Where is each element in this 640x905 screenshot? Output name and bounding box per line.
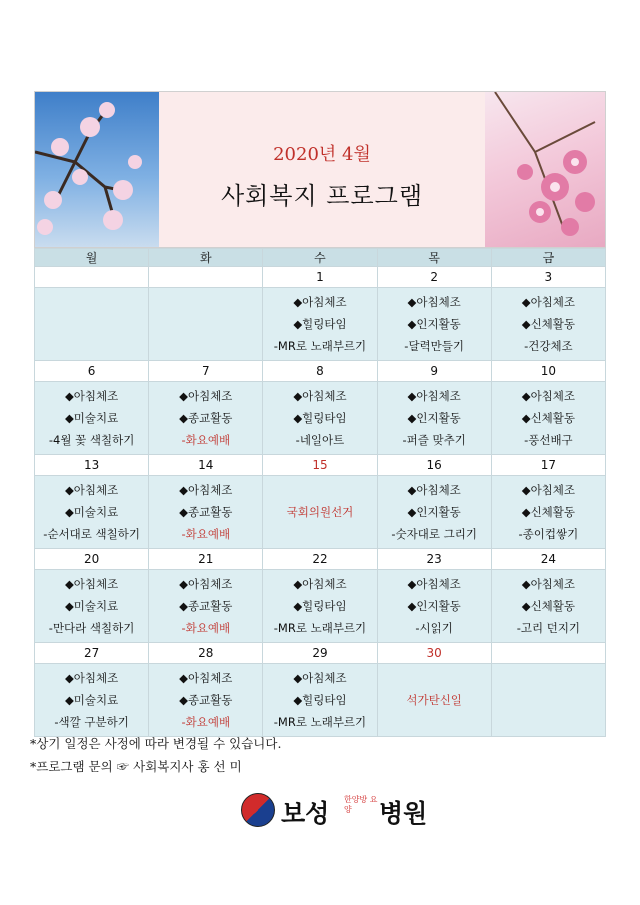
- activity-item: ◆아침체조: [521, 483, 576, 497]
- activity-item: ◆신체활동: [521, 505, 576, 519]
- activity-detail: -고리 던지기: [516, 621, 581, 635]
- activity-item: ◆미술치료: [64, 599, 119, 613]
- date-number: 23: [377, 549, 491, 570]
- month-subtitle: 2020년 4월: [273, 144, 371, 165]
- weekday-fri: 금: [491, 249, 605, 267]
- date-row: [35, 643, 606, 664]
- header-title-panel: [159, 92, 485, 247]
- activity-item: ◆인지활동: [407, 599, 461, 613]
- activity-item: ◆미술치료: [64, 693, 119, 707]
- activity-cell: [263, 570, 377, 643]
- monthly-calendar: [34, 248, 606, 737]
- activity-item: ◆아침체조: [293, 577, 347, 591]
- logo-name-second: 병원: [379, 799, 428, 828]
- activity-cell: [35, 664, 149, 737]
- calendar-body: [35, 249, 606, 737]
- date-number: 7: [149, 361, 263, 382]
- activity-row: [35, 476, 606, 549]
- activity-cell: [491, 664, 605, 737]
- activity-item: ◆미술치료: [64, 411, 119, 425]
- activity-item: ◆신체활동: [521, 599, 576, 613]
- date-number: 3: [491, 267, 605, 288]
- activity-detail: -화요예배: [181, 433, 231, 447]
- date-number: 8: [263, 361, 377, 382]
- activity-row: [35, 664, 606, 737]
- date-number: 21: [149, 549, 263, 570]
- hospital-logo: [241, 790, 431, 830]
- activity-item: ◆아침체조: [179, 389, 233, 403]
- activity-detail: -MR로 노래부르기: [273, 339, 367, 353]
- activity-item: ◆아침체조: [521, 389, 576, 403]
- holiday-label: 석가탄신일: [406, 693, 462, 707]
- activity-item: ◆아침체조: [293, 389, 347, 403]
- date-number: [491, 643, 605, 664]
- holiday-label: 국회의원선거: [286, 505, 354, 519]
- activity-detail: -화요예배: [181, 621, 231, 635]
- weekday-mon: 월: [35, 249, 149, 267]
- activity-item: ◆힐링타임: [293, 599, 347, 613]
- activity-item: ◆아침체조: [407, 577, 461, 591]
- activity-cell: [35, 288, 149, 361]
- date-number: 15: [263, 455, 377, 476]
- activity-detail: -MR로 노래부르기: [273, 715, 367, 729]
- activity-detail: -화요예배: [181, 715, 231, 729]
- activity-cell: [377, 664, 491, 737]
- date-number: 30: [377, 643, 491, 664]
- activity-cell: [263, 476, 377, 549]
- activity-item: ◆아침체조: [179, 577, 233, 591]
- program-title: 사회복지 프로그램: [220, 182, 424, 210]
- activity-item: ◆아침체조: [64, 671, 119, 685]
- activity-item: ◆아침체조: [407, 295, 461, 309]
- activity-detail: -네일아트: [295, 433, 345, 447]
- activity-item: ◆아침체조: [179, 483, 233, 497]
- activity-item: ◆아침체조: [64, 389, 119, 403]
- activity-detail: -색깔 구분하기: [54, 715, 129, 729]
- activity-cell: [377, 570, 491, 643]
- contact-note: *프로그램 문의 ☞ 사회복지사 홍 선 미: [30, 759, 242, 774]
- date-number: 9: [377, 361, 491, 382]
- activity-item: ◆인지활동: [407, 505, 461, 519]
- activity-item: ◆아침체조: [521, 295, 576, 309]
- activity-cell: [149, 476, 263, 549]
- activity-item: ◆아침체조: [293, 671, 347, 685]
- activity-cell: [491, 288, 605, 361]
- cherry-blossom-sky-image: [35, 92, 159, 247]
- activity-item: ◆아침체조: [64, 483, 119, 497]
- date-number: 29: [263, 643, 377, 664]
- activity-item: ◆힐링타임: [293, 411, 347, 425]
- date-number: 16: [377, 455, 491, 476]
- activity-item: ◆종교활동: [179, 693, 233, 707]
- date-number: 22: [263, 549, 377, 570]
- activity-item: ◆아침체조: [521, 577, 576, 591]
- activity-cell: [377, 288, 491, 361]
- activity-cell: [263, 288, 377, 361]
- date-number: 24: [491, 549, 605, 570]
- activity-detail: -풍선배구: [524, 433, 573, 447]
- activity-cell: [491, 382, 605, 455]
- calendar-header: [34, 91, 606, 248]
- date-number: 1: [263, 267, 377, 288]
- activity-item: ◆아침체조: [179, 671, 233, 685]
- date-row: [35, 455, 606, 476]
- activity-item: ◆미술치료: [64, 505, 119, 519]
- activity-row: [35, 570, 606, 643]
- notes: [30, 732, 281, 778]
- activity-item: ◆종교활동: [179, 505, 233, 519]
- activity-cell: [377, 476, 491, 549]
- schedule-change-note: *상기 일정은 사정에 따라 변경될 수 있습니다.: [30, 736, 282, 751]
- date-number: 2: [377, 267, 491, 288]
- activity-detail: -4월 꽃 색칠하기: [48, 433, 135, 447]
- activity-cell: [263, 664, 377, 737]
- date-number: 17: [491, 455, 605, 476]
- activity-item: ◆힐링타임: [293, 693, 347, 707]
- activity-item: ◆인지활동: [407, 411, 461, 425]
- date-row: [35, 361, 606, 382]
- activity-detail: -건강체조: [524, 339, 573, 353]
- activity-cell: [149, 288, 263, 361]
- date-number: 27: [35, 643, 149, 664]
- activity-item: ◆종교활동: [179, 411, 233, 425]
- weekday-header-row: [35, 249, 606, 267]
- date-number: 14: [149, 455, 263, 476]
- activity-detail: -MR로 노래부르기: [273, 621, 367, 635]
- activity-detail: -달력만들기: [404, 339, 464, 353]
- date-row: [35, 549, 606, 570]
- activity-cell: [35, 570, 149, 643]
- taegeuk-logo-icon: [241, 793, 275, 827]
- activity-item: ◆아침체조: [293, 295, 347, 309]
- activity-item: ◆종교활동: [179, 599, 233, 613]
- date-number: 13: [35, 455, 149, 476]
- activity-detail: -만다라 색칠하기: [48, 621, 135, 635]
- activity-cell: [35, 382, 149, 455]
- activity-detail: -순서대로 색칠하기: [43, 527, 140, 541]
- date-number: [35, 267, 149, 288]
- activity-item: ◆아침체조: [407, 483, 461, 497]
- activity-item: ◆아침체조: [407, 389, 461, 403]
- activity-row: [35, 382, 606, 455]
- weekday-thu: 목: [377, 249, 491, 267]
- logo-small-text: 한양방 요 양: [344, 795, 378, 814]
- activity-cell: [491, 476, 605, 549]
- activity-cell: [149, 382, 263, 455]
- activity-row: [35, 288, 606, 361]
- activity-item: ◆힐링타임: [293, 317, 347, 331]
- activity-item: ◆신체활동: [521, 317, 576, 331]
- activity-detail: -퍼즐 맞추기: [402, 433, 466, 447]
- activity-item: ◆인지활동: [407, 317, 461, 331]
- activity-detail: -화요예배: [181, 527, 231, 541]
- activity-cell: [377, 382, 491, 455]
- activity-item: ◆아침체조: [64, 577, 119, 591]
- logo-name-first: 보성: [281, 799, 330, 828]
- activity-detail: -시읽기: [415, 621, 453, 635]
- date-number: 10: [491, 361, 605, 382]
- cherry-blossom-flower-image: [485, 92, 605, 247]
- date-row: [35, 267, 606, 288]
- activity-item: ◆신체활동: [521, 411, 576, 425]
- date-number: 20: [35, 549, 149, 570]
- weekday-tue: 화: [149, 249, 263, 267]
- date-number: 28: [149, 643, 263, 664]
- activity-cell: [491, 570, 605, 643]
- date-number: [149, 267, 263, 288]
- activity-detail: -종이컵쌓기: [518, 527, 579, 541]
- activity-cell: [149, 570, 263, 643]
- weekday-wed: 수: [263, 249, 377, 267]
- activity-cell: [35, 476, 149, 549]
- activity-cell: [149, 664, 263, 737]
- activity-cell: [263, 382, 377, 455]
- date-number: 6: [35, 361, 149, 382]
- activity-detail: -숫자대로 그리기: [391, 527, 477, 541]
